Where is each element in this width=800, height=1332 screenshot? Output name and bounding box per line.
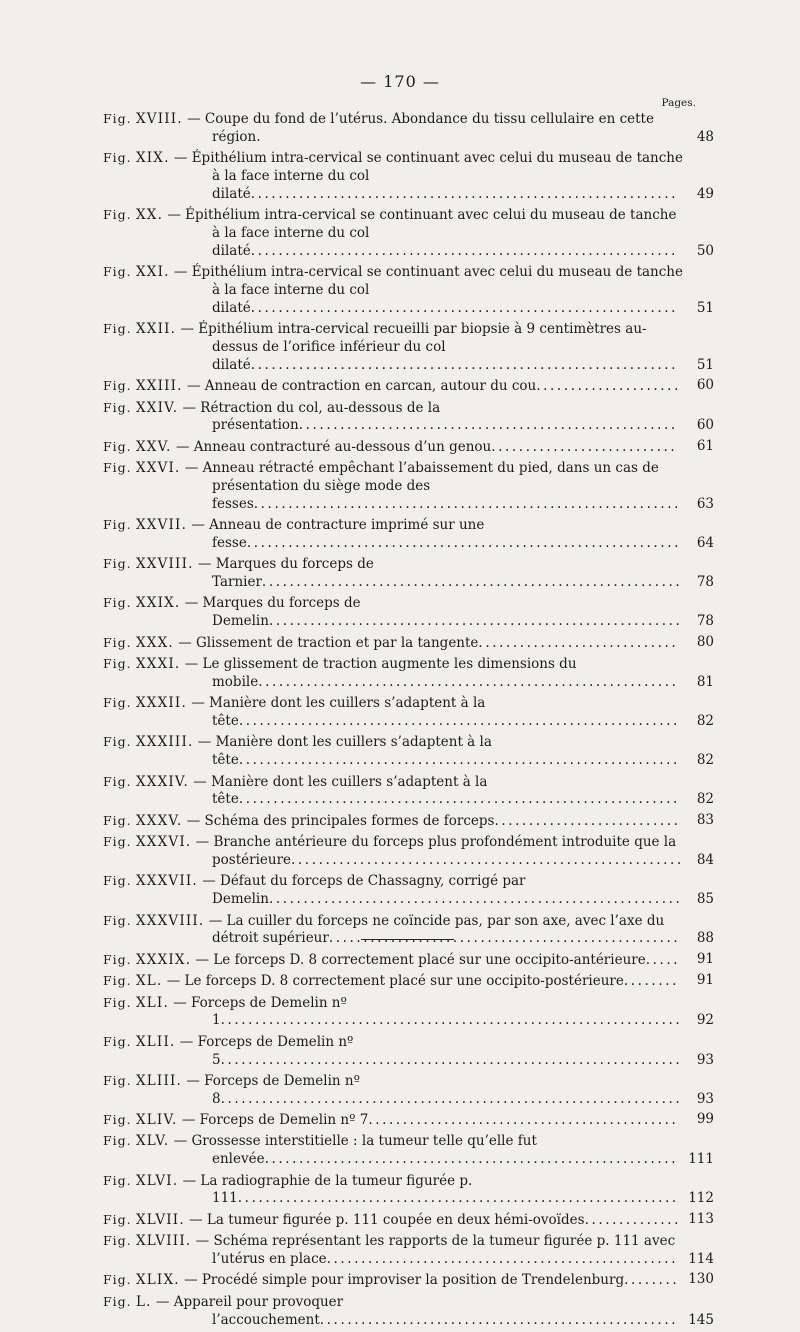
figure-entry (103, 399, 714, 436)
figure-description: — Défaut du forceps de Chassagny, corrigé par Demelin (202, 873, 526, 908)
figure-entry (103, 1211, 714, 1230)
figure-description: — Anneau de contracture imprimé sur une fesse (191, 517, 485, 551)
fig-prefix: Fig. (103, 1211, 132, 1227)
page-reference: 93 (696, 1051, 714, 1068)
page-reference: 51 (696, 356, 714, 373)
page-reference: 91 (696, 950, 714, 967)
figure-number: XLIV. (135, 1112, 178, 1129)
page-reference: 82 (696, 713, 714, 730)
figure-number: XXXV. (135, 812, 183, 829)
figure-number: XLVII. (135, 1211, 185, 1228)
page-reference: 51 (696, 299, 714, 316)
figure-description: — Rétraction du col, au-dessous de la présentation (182, 399, 441, 434)
figure-description: — Manière dont les cuillers s’adaptent à la tête (191, 695, 486, 730)
figure-number: XXIX. (135, 595, 181, 612)
figure-description: — Appareil pour provoquer l’accouchement (155, 1293, 344, 1328)
leader-dots: ................................................... (328, 930, 681, 947)
leader-dots: ............................................................ (264, 1151, 679, 1168)
figure-entry (103, 812, 714, 831)
fig-prefix: Fig. (103, 1112, 132, 1128)
figure-number: XXXVIII. (135, 912, 205, 929)
figure-description: — Forceps de Demelin nº 1 (173, 994, 347, 1029)
figure-number: XXIV. (135, 399, 179, 416)
page-reference: 81 (696, 673, 714, 690)
figure-number: XIX. (135, 150, 170, 167)
fig-prefix: Fig. (103, 912, 132, 928)
figure-description: — Marques du forceps de Tarnier (197, 556, 374, 591)
figure-number: XXXII. (135, 695, 187, 712)
fig-prefix: Fig. (103, 111, 132, 126)
page-reference: 112 (688, 1190, 714, 1207)
page-reference: 82 (696, 752, 714, 769)
figure-entry (103, 110, 714, 147)
leader-dots: .............. (584, 1211, 682, 1228)
fig-prefix: Fig. (103, 595, 132, 611)
figure-number: XVIII. (135, 111, 183, 127)
page-reference: 99 (696, 1111, 714, 1128)
page-reference: 63 (696, 495, 714, 512)
figure-description: — Branche antérieure du forceps plus profondément introduite que la postérieure (195, 834, 677, 868)
figure-number: XLVIII. (135, 1233, 192, 1250)
figure-description: — Épithélium intra-cervical recueilli par biopsie à 9 centimètres au-dessus de l’orifice inférieur du col dilaté (180, 321, 647, 373)
figure-entry (103, 438, 714, 457)
page-reference: 82 (696, 791, 714, 808)
leader-dots: ........................... (491, 438, 678, 455)
figure-entry (103, 516, 714, 553)
figure-number: XXXIX. (135, 951, 192, 968)
figure-entry (103, 912, 714, 949)
page-reference: 64 (696, 534, 714, 551)
figure-description: — Épithélium intra-cervical se continuant avec celui du museau de tanche à la face interne du col dilaté (167, 207, 677, 259)
figure-description: — Anneau contracturé au-dessous d’un genou (175, 438, 492, 455)
fig-prefix: Fig. (103, 264, 132, 280)
page-reference: 78 (696, 613, 714, 630)
fig-prefix: Fig. (103, 1133, 132, 1149)
figure-entry (103, 1271, 714, 1290)
leader-dots: ............................. (478, 634, 679, 651)
figure-entry (103, 1111, 714, 1130)
figure-entry (103, 1293, 714, 1330)
figure-number: XXIII. (135, 378, 183, 395)
figure-number: XLV. (135, 1133, 170, 1150)
fig-prefix: Fig. (103, 873, 132, 889)
figure-entry (103, 459, 714, 513)
leader-dots: ............................................. (368, 1112, 679, 1129)
leader-dots: ................................................................... (220, 1012, 683, 1029)
leader-dots: .................................................... (319, 1311, 679, 1328)
leader-dots: ....................................................... (298, 417, 678, 434)
fig-prefix: Fig. (103, 973, 132, 989)
leader-dots: ................................................................... (220, 1051, 683, 1068)
fig-prefix: Fig. (103, 517, 132, 533)
figure-entry (103, 951, 714, 970)
fig-prefix: Fig. (103, 150, 132, 166)
figure-description: — Le forceps D. 8 correctement placé sur une occipito-antérieure (195, 951, 646, 968)
page-reference: 60 (696, 377, 714, 394)
figure-entry (103, 1232, 714, 1269)
figure-description: — Glissement de traction et par la tangente (178, 634, 479, 651)
figure-entry (103, 833, 714, 870)
leader-dots: .............................................................. (250, 299, 679, 316)
fig-prefix: Fig. (103, 460, 132, 476)
leader-dots: .............................................................. (250, 185, 679, 202)
figure-description: — Épithélium intra-cervical se continuant avec celui du museau de tanche à la face interne du col dilaté (173, 150, 683, 202)
leader-dots: ............................................................... (246, 534, 681, 551)
figure-description: — La radiographie de la tumeur figurée p. 111 (182, 1172, 473, 1207)
fig-prefix: Fig. (103, 1172, 132, 1188)
page-reference: 88 (696, 930, 714, 947)
page-reference: 111 (688, 1151, 714, 1168)
fig-prefix: Fig. (103, 1293, 132, 1309)
figure-entry (103, 994, 714, 1031)
leader-dots: ............................................................ (268, 891, 683, 908)
figure-description: — Marques du forceps de Demelin (184, 595, 361, 630)
figure-number: XLIII. (135, 1072, 183, 1089)
fig-prefix: Fig. (103, 994, 132, 1010)
leader-dots: ............................................................. (261, 574, 683, 591)
figure-entry (103, 263, 714, 317)
figure-entry (103, 377, 714, 396)
figure-number: XXVIII. (135, 556, 194, 573)
figure-description: — Le forceps D. 8 correctement placé sur une occipito-postérieure (166, 973, 624, 990)
figure-number: XLI. (135, 994, 169, 1011)
figure-entry (103, 1172, 714, 1209)
figure-number: XXV. (135, 438, 172, 455)
page-reference: 80 (696, 633, 714, 650)
figure-entry (103, 655, 714, 692)
figure-description: — Coupe du fond de l’utérus. Abondance du tissu cellulaire en cette région. (187, 111, 654, 145)
figure-entry (103, 1132, 714, 1169)
leader-dots: ..................... (536, 378, 681, 395)
figure-number: XXXVII. (135, 873, 198, 890)
page-reference: 78 (696, 574, 714, 591)
page-reference: 84 (696, 851, 714, 868)
leader-dots: ............................................................ (268, 613, 683, 630)
pages-column-header: Pages. (661, 97, 696, 109)
figure-description: — Manière dont les cuillers s’adaptent à la tête (193, 773, 488, 808)
leader-dots: ........ (623, 973, 679, 990)
fig-prefix: Fig. (103, 556, 132, 572)
page-reference: 92 (696, 1012, 714, 1029)
figure-description: — Le glissement de traction augmente les dimensions du mobile (184, 656, 577, 690)
figure-entry (103, 594, 714, 631)
fig-prefix: Fig. (103, 207, 132, 223)
leader-dots: ................................................... (326, 1251, 679, 1268)
figure-description: — Grossesse interstitielle : la tumeur telle qu’elle fut enlevée (173, 1133, 537, 1168)
figure-number: XXI. (135, 264, 170, 281)
page-reference: 145 (688, 1311, 714, 1328)
figure-entry (103, 555, 714, 592)
figure-number: XXXIV. (135, 773, 189, 790)
fig-prefix: Fig. (103, 378, 132, 394)
fig-prefix: Fig. (103, 951, 132, 967)
figure-number: XLVI. (135, 1172, 179, 1189)
figure-entry (103, 206, 714, 260)
figure-entry (103, 1072, 714, 1109)
page-reference: 50 (696, 242, 714, 259)
page-reference: 60 (696, 417, 714, 434)
fig-prefix: Fig. (103, 634, 132, 650)
fig-prefix: Fig. (103, 1272, 132, 1288)
page-reference: 130 (688, 1271, 714, 1288)
figure-number: XXII. (135, 321, 177, 338)
page-reference: 83 (696, 811, 714, 828)
figure-number: XXXIII. (135, 734, 194, 751)
fig-prefix: Fig. (103, 834, 132, 850)
fig-prefix: Fig. (103, 1033, 132, 1049)
figure-number: XX. (135, 207, 164, 224)
leader-dots: .............................................................. (250, 242, 679, 259)
leader-dots: ................................................................ (238, 791, 680, 808)
leader-dots: .............................................................. (253, 495, 682, 512)
fig-prefix: Fig. (103, 321, 132, 337)
fig-prefix: Fig. (103, 773, 132, 789)
fig-prefix: Fig. (103, 695, 132, 711)
fig-prefix: Fig. (103, 1233, 132, 1249)
figure-entry (103, 1033, 714, 1070)
figure-description: — Forceps de Demelin nº 7 (181, 1112, 369, 1129)
leader-dots: ................................................................ (237, 1190, 679, 1207)
figure-entry (103, 733, 714, 770)
page-reference: 49 (696, 185, 714, 202)
page-reference: 85 (696, 891, 714, 908)
figure-number: XLII. (135, 1033, 176, 1050)
leader-dots: .............................................................. (250, 356, 679, 373)
figure-description: — Forceps de Demelin nº 8 (186, 1072, 360, 1107)
figure-entry (103, 634, 714, 653)
figure-entry (103, 694, 714, 731)
figure-description: — Forceps de Demelin nº 5 (179, 1033, 354, 1068)
figure-entry (103, 972, 714, 991)
page-reference: 93 (696, 1090, 714, 1107)
closing-rule (361, 939, 454, 940)
fig-prefix: Fig. (103, 734, 132, 750)
figure-entry (103, 149, 714, 203)
fig-prefix: Fig. (103, 656, 132, 672)
page-number: — 170 — (360, 72, 440, 91)
figure-number: XXXVI. (135, 834, 192, 851)
figure-number: XXXI. (135, 656, 181, 673)
leader-dots: ......................................................... (291, 851, 684, 868)
page-reference: 91 (696, 972, 714, 989)
leader-dots: ............................................................. (258, 673, 679, 690)
figure-number: XL. (135, 973, 163, 990)
figure-number: XXVII. (135, 517, 188, 534)
figure-description: — Manière dont les cuillers s’adaptent à la tête (197, 734, 492, 769)
figure-number: XXVI. (135, 460, 181, 477)
fig-prefix: Fig. (103, 812, 132, 828)
figure-description: — Schéma représentant les rapports de la tumeur figurée p. 111 avec l’utérus en place (195, 1233, 676, 1268)
figure-description: — Épithélium intra-cervical se continuant avec celui du museau de tanche à la face interne du col dilaté (173, 264, 683, 316)
figure-description: — Schéma des principales formes de forceps (186, 812, 495, 829)
figure-entry (103, 320, 714, 374)
figure-description: — La tumeur figurée p. 111 coupée en deux hémi-ovoïdes (189, 1211, 585, 1228)
fig-prefix: Fig. (103, 399, 132, 415)
fig-prefix: Fig. (103, 438, 132, 454)
leader-dots: ................................................................... (220, 1090, 683, 1107)
leader-dots: ................................................................ (238, 752, 680, 769)
page-reference: 48 (696, 128, 714, 145)
page-reference: 61 (696, 437, 714, 454)
figure-description: — Anneau de contraction en carcan, autour du cou (186, 378, 537, 395)
figure-number: L. (135, 1293, 152, 1310)
fig-prefix: Fig. (103, 1072, 132, 1088)
page-reference: 114 (688, 1251, 714, 1268)
figure-entry (103, 872, 714, 909)
figure-number: XXX. (135, 634, 174, 651)
leader-dots: ........................... (494, 812, 681, 829)
figure-description: — Anneau rétracté empêchant l’abaissement du pied, dans un cas de présentation du siège mode des fesses (184, 460, 659, 512)
leader-dots: ..... (645, 951, 681, 968)
figure-list (103, 110, 714, 1332)
page-reference: 113 (688, 1210, 714, 1227)
figure-description: — Procédé simple pour improviser la position de Trendelenburg (184, 1272, 625, 1289)
leader-dots: ................................................................ (238, 713, 680, 730)
figure-entry (103, 773, 714, 810)
figure-description: — La cuiller du forceps ne coïncide pas, par son axe, avec l’axe du détroit supérieur (208, 912, 665, 947)
leader-dots: ........ (624, 1272, 680, 1289)
figure-number: XLIX. (135, 1272, 180, 1289)
